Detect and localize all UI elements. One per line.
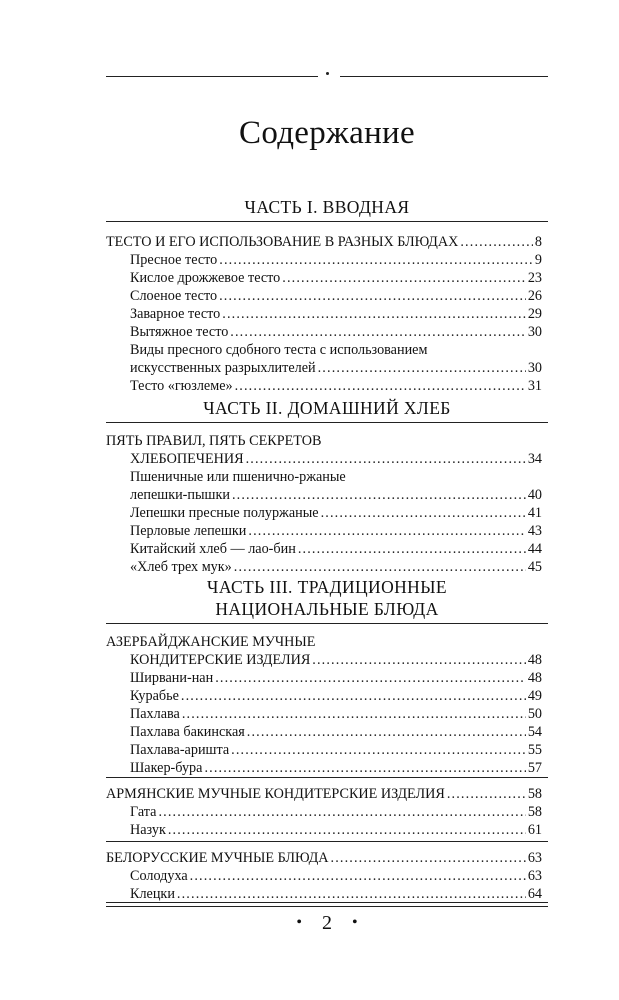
toc-page: 50 bbox=[527, 706, 542, 722]
toc-page: 29 bbox=[527, 306, 542, 322]
toc-section-line1[interactable]: ПЯТЬ ПРАВИЛ, ПЯТЬ СЕКРЕТОВ bbox=[106, 433, 322, 449]
toc-label: Клецки bbox=[130, 886, 175, 902]
dot-leader bbox=[312, 651, 526, 669]
toc-label: ТЕСТО И ЕГО ИСПОЛЬЗОВАНИЕ В РАЗНЫХ БЛЮДАХ bbox=[106, 234, 459, 250]
toc-label: Перловые лепешки bbox=[130, 523, 247, 539]
page-number-footer bbox=[106, 910, 548, 936]
toc-label: КОНДИТЕРСКИЕ ИЗДЕЛИЯ bbox=[130, 652, 311, 668]
toc-label: Пресное тесто bbox=[130, 252, 218, 268]
dot-leader bbox=[318, 359, 526, 377]
toc-page: 44 bbox=[527, 541, 542, 557]
section-rule bbox=[106, 777, 548, 778]
toc-item[interactable] bbox=[130, 669, 542, 687]
dot-leader bbox=[222, 305, 526, 323]
toc-item[interactable] bbox=[130, 759, 542, 777]
toc-item[interactable] bbox=[130, 504, 542, 522]
dot-leader bbox=[219, 251, 533, 269]
dot-leader bbox=[232, 486, 526, 504]
dot-leader bbox=[321, 504, 526, 522]
toc-page: 55 bbox=[527, 742, 542, 758]
toc-section-dough[interactable] bbox=[106, 233, 542, 251]
top-rule-left bbox=[106, 76, 318, 77]
dot-leader bbox=[182, 705, 526, 723]
dot-leader bbox=[248, 522, 525, 540]
bottom-rule-bottom bbox=[106, 906, 548, 907]
toc-page: 31 bbox=[527, 378, 542, 394]
dot-leader bbox=[331, 849, 526, 867]
toc-item[interactable] bbox=[130, 251, 542, 269]
part-3-rule bbox=[106, 623, 548, 624]
toc-item[interactable] bbox=[130, 705, 542, 723]
toc-page: 54 bbox=[527, 724, 542, 740]
toc-label: Кислое дрожжевое тесто bbox=[130, 270, 281, 286]
toc-label: Слоеное тесто bbox=[130, 288, 218, 304]
toc-section-armenia[interactable] bbox=[106, 785, 542, 803]
part-1-rule bbox=[106, 221, 548, 222]
toc-page: 43 bbox=[527, 523, 542, 539]
bullet-right-icon: • bbox=[352, 914, 358, 931]
dot-leader bbox=[231, 741, 526, 759]
dot-leader bbox=[204, 759, 525, 777]
toc-item[interactable] bbox=[130, 558, 542, 576]
toc-section-line1[interactable]: АЗЕРБАЙДЖАНСКИЕ МУЧНЫЕ bbox=[106, 634, 316, 650]
dot-leader bbox=[219, 287, 526, 305]
toc-item[interactable] bbox=[130, 741, 542, 759]
toc-page: 63 bbox=[527, 850, 542, 866]
dot-leader bbox=[190, 867, 526, 885]
toc-item[interactable] bbox=[130, 522, 542, 540]
toc-item[interactable] bbox=[130, 323, 542, 341]
toc-page: 8 bbox=[534, 234, 542, 250]
toc-label: Лепешки пресные полуржаные bbox=[130, 505, 319, 521]
dot-leader bbox=[298, 540, 526, 558]
toc-page: 9 bbox=[534, 252, 542, 268]
toc-label: Курабье bbox=[130, 688, 179, 704]
dot-leader bbox=[230, 323, 526, 341]
toc-item-line1[interactable]: Пшеничные или пшенично-ржаные bbox=[130, 469, 346, 485]
toc-item[interactable] bbox=[130, 803, 542, 821]
toc-label: БЕЛОРУССКИЕ МУЧНЫЕ БЛЮДА bbox=[106, 850, 329, 866]
part-3-heading-line2: НАЦИОНАЛЬНЫЕ БЛЮДА bbox=[215, 599, 439, 619]
part-3-heading-line1: ЧАСТЬ III. ТРАДИЦИОННЫЕ bbox=[207, 577, 447, 597]
toc-page: 30 bbox=[527, 324, 542, 340]
toc-item[interactable] bbox=[130, 687, 542, 705]
toc-section-bread[interactable] bbox=[130, 450, 542, 468]
toc-item[interactable] bbox=[130, 867, 542, 885]
dot-leader bbox=[181, 687, 526, 705]
toc-item[interactable] bbox=[130, 540, 542, 558]
part-2-rule bbox=[106, 422, 548, 423]
page-title: Содержание bbox=[239, 115, 415, 151]
toc-label: Заварное тесто bbox=[130, 306, 221, 322]
bullet-left-icon: • bbox=[296, 914, 302, 931]
toc-page: 61 bbox=[527, 822, 542, 838]
toc-label: Китайский хлеб — лао-бин bbox=[130, 541, 296, 557]
toc-label: Пахлава бакинская bbox=[130, 724, 245, 740]
dot-leader bbox=[447, 785, 526, 803]
toc-page: 48 bbox=[527, 670, 542, 686]
toc-page: 30 bbox=[527, 360, 542, 376]
toc-item[interactable] bbox=[130, 377, 542, 395]
toc-label: Вытяжное тесто bbox=[130, 324, 229, 340]
toc-page: 45 bbox=[527, 559, 542, 575]
dot-leader bbox=[234, 558, 526, 576]
toc-item[interactable] bbox=[130, 821, 542, 839]
toc-page: 48 bbox=[527, 652, 542, 668]
toc-label: Пахлава-аришта bbox=[130, 742, 230, 758]
bottom-rule-top bbox=[106, 902, 548, 903]
dot-leader bbox=[177, 885, 526, 903]
toc-item-line1[interactable]: Виды пресного сдобного теста с использованием bbox=[130, 342, 428, 358]
toc-item[interactable] bbox=[130, 269, 542, 287]
toc-page: 49 bbox=[527, 688, 542, 704]
toc-label: «Хлеб трех мук» bbox=[130, 559, 232, 575]
toc-page: 41 bbox=[527, 505, 542, 521]
toc-item[interactable] bbox=[130, 287, 542, 305]
toc-page: 57 bbox=[527, 760, 542, 776]
top-rule-right bbox=[340, 76, 548, 77]
toc-section-belarus[interactable] bbox=[106, 849, 542, 867]
section-rule bbox=[106, 841, 548, 842]
toc-label: АРМЯНСКИЕ МУЧНЫЕ КОНДИТЕРСКИЕ ИЗДЕЛИЯ bbox=[106, 786, 445, 802]
dot-leader bbox=[215, 669, 526, 687]
toc-label: Тесто «гюзлеме» bbox=[130, 378, 233, 394]
toc-item[interactable] bbox=[130, 486, 542, 504]
toc-label: ХЛЕБОПЕЧЕНИЯ bbox=[130, 451, 244, 467]
dot-leader bbox=[247, 723, 526, 741]
dot-leader bbox=[282, 269, 526, 287]
page-number: 2 bbox=[322, 912, 332, 934]
toc-item[interactable] bbox=[130, 723, 542, 741]
toc-page: 40 bbox=[527, 487, 542, 503]
toc-label: Ширвани-нан bbox=[130, 670, 214, 686]
toc-item[interactable] bbox=[130, 359, 542, 377]
toc-item[interactable] bbox=[130, 305, 542, 323]
toc-item[interactable] bbox=[130, 885, 542, 903]
toc-label: Назук bbox=[130, 822, 166, 838]
part-2-heading: ЧАСТЬ II. ДОМАШНИЙ ХЛЕБ bbox=[203, 398, 451, 418]
toc-label: Солодуха bbox=[130, 868, 188, 884]
toc-label: искусственных разрыхлителей bbox=[130, 360, 316, 376]
toc-label: Гата bbox=[130, 804, 157, 820]
toc-page: 63 bbox=[527, 868, 542, 884]
toc-label: лепешки-пышки bbox=[130, 487, 230, 503]
dot-leader bbox=[246, 450, 526, 468]
toc-page: 64 bbox=[527, 886, 542, 902]
toc-page: 34 bbox=[527, 451, 542, 467]
part-1-heading: ЧАСТЬ I. ВВОДНАЯ bbox=[244, 197, 410, 217]
dot-leader bbox=[235, 377, 526, 395]
toc-label: Пахлава bbox=[130, 706, 180, 722]
toc-page: 23 bbox=[527, 270, 542, 286]
dot-leader bbox=[158, 803, 525, 821]
top-ornament-dot bbox=[326, 72, 329, 75]
toc-label: Шакер-бура bbox=[130, 760, 203, 776]
toc-page: 58 bbox=[527, 786, 542, 802]
toc-section-azerbaijan[interactable] bbox=[130, 651, 542, 669]
dot-leader bbox=[168, 821, 526, 839]
dot-leader bbox=[460, 233, 533, 251]
toc-page: 58 bbox=[527, 804, 542, 820]
toc-page: 26 bbox=[527, 288, 542, 304]
